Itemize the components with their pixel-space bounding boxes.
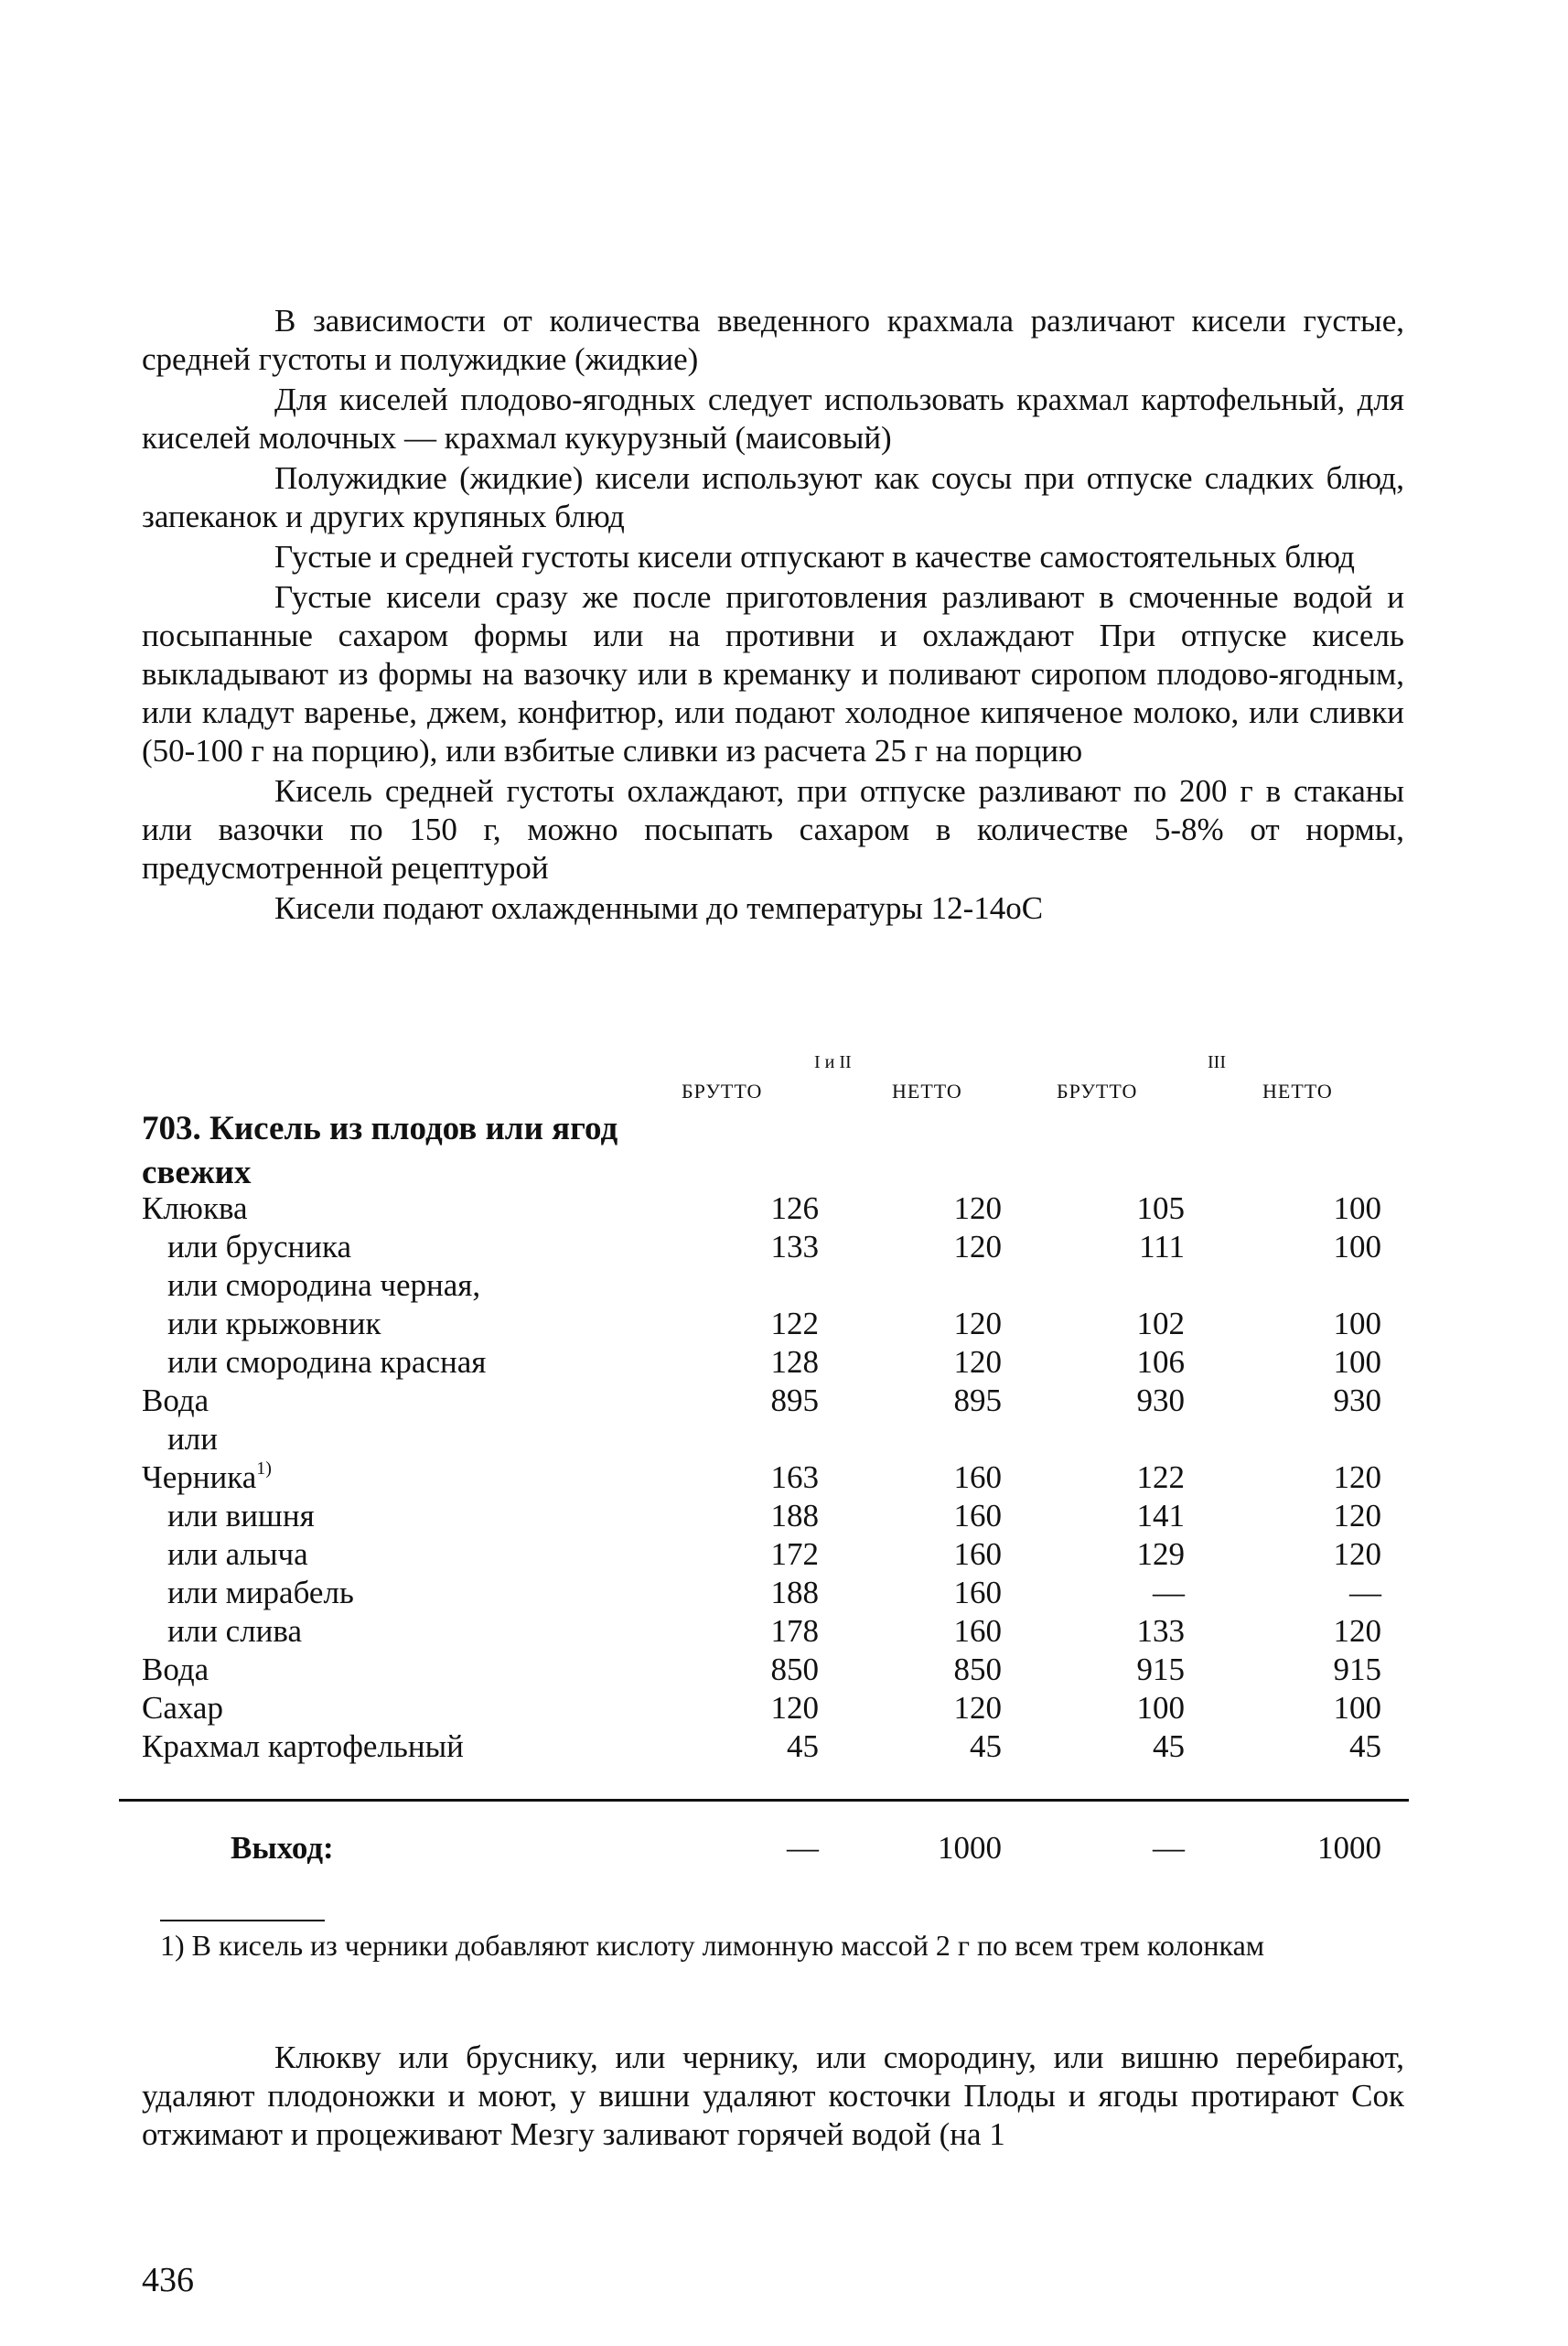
table-row (142, 1689, 1404, 1727)
col-header-brutto-3: БРУТТО (1057, 1080, 1138, 1103)
quantity-cell: 188 (770, 1575, 819, 1610)
quantity-cell: 100 (1333, 1690, 1381, 1726)
page-number: 436 (142, 2261, 194, 2299)
recipe-title: 703. Кисель из плодов или ягод свежих (142, 1110, 618, 1191)
quantity-cell: 111 (1139, 1229, 1185, 1264)
quantity-cell: 850 (770, 1652, 819, 1687)
quantity-cell: 120 (953, 1690, 1002, 1726)
quantity-cell: 120 (953, 1229, 1002, 1264)
ingredient-label: или смородина черная, (167, 1267, 481, 1303)
quantity-cell: 102 (1136, 1306, 1185, 1341)
ingredient-label: или (167, 1421, 218, 1457)
ingredient-label: или слива (167, 1613, 303, 1649)
quantity-cell: — (1349, 1575, 1381, 1610)
quantity-cell: 120 (1333, 1498, 1381, 1534)
table-divider (119, 1799, 1409, 1802)
paragraph: Клюкву или бруснику, или чернику, или смородину, или вишню перебирают, удаляют плодоножки и моют, у вишни удаляют косточки Плоды и ягоды протирают Сок отжимают и процеживают Мезгу заливают горячей водой (на 1 (142, 2039, 1404, 2152)
quantity-cell: 100 (1136, 1690, 1185, 1726)
quantity-cell: 120 (1333, 1536, 1381, 1572)
footnote: 1) В кисель из черники добавляют кислоту лимонную массой 2 г по всем трем колонкам (160, 1929, 1265, 1962)
quantity-cell: 133 (1136, 1613, 1185, 1649)
quantity-cell: 120 (953, 1306, 1002, 1341)
quantity-cell: 120 (953, 1190, 1002, 1226)
table-row (142, 1612, 1404, 1651)
ingredient-label: Крахмал картофельный (142, 1728, 464, 1764)
quantity-cell: 895 (953, 1383, 1002, 1418)
quantity-cell: 129 (1136, 1536, 1185, 1572)
table-row (142, 1458, 1404, 1497)
yield-value: 1000 (1317, 1830, 1381, 1866)
table-row (142, 1305, 1404, 1343)
footnote-rule (160, 1920, 325, 1921)
quantity-cell: 188 (770, 1498, 819, 1534)
quantity-cell: 120 (953, 1344, 1002, 1380)
ingredient-label: Черника (142, 1459, 257, 1495)
quantity-cell: 930 (1136, 1383, 1185, 1418)
quantity-cell: 128 (770, 1344, 819, 1380)
quantity-cell: 100 (1333, 1190, 1381, 1226)
table-row (142, 1651, 1404, 1689)
quantity-cell: — (1153, 1575, 1185, 1610)
quantity-cell: 178 (770, 1613, 819, 1649)
paragraph: Густые кисели сразу же после приготовления разливают в смоченные водой и посыпанные сахаром формы или на противни и охлаждают При отпуске кисель выкладывают из формы на вазочку или в креманку и поливают сиропом плодово-ягодным, или кладут варенье, джем, конфитюр, или подают холодное кипяченое молоко, или сливки (50-100 г на порцию), или взбитые сливки из расчета 25 г на порцию (142, 579, 1404, 769)
yield-label: Выход: (231, 1830, 334, 1866)
quantity-cell: 141 (1136, 1498, 1185, 1534)
quantity-cell: 106 (1136, 1344, 1185, 1380)
intro-text (142, 302, 1404, 928)
quantity-cell: 160 (953, 1459, 1002, 1495)
quantity-cell: 160 (953, 1536, 1002, 1572)
table-row (142, 1497, 1404, 1535)
ingredient-label: Вода (142, 1383, 209, 1418)
col-header-netto-1: НЕТТО (892, 1080, 962, 1103)
paragraph: В зависимости от количества введенного крахмала различают кисели густые, средней густоты и полужидкие (жидкие) (142, 303, 1404, 377)
quantity-cell: 122 (1136, 1459, 1185, 1495)
quantity-cell: 915 (1136, 1652, 1185, 1687)
quantity-cell: 122 (770, 1306, 819, 1341)
quantity-cell: 45 (1153, 1728, 1185, 1764)
table-row (142, 1228, 1404, 1266)
col-header-brutto-1: БРУТТО (682, 1080, 763, 1103)
paragraph: Полужидкие (жидкие) кисели используют как соусы при отпуске сладких блюд, запеканок и других крупяных блюд (142, 460, 1404, 534)
quantity-cell: 160 (953, 1613, 1002, 1649)
method-text (142, 2039, 1404, 2154)
ingredient-label: или алыча (167, 1536, 308, 1572)
quantity-cell: 133 (770, 1229, 819, 1264)
quantity-cell: 100 (1333, 1344, 1381, 1380)
yield-row (0, 1830, 1568, 1876)
yield-value: — (787, 1830, 819, 1866)
quantity-cell: 160 (953, 1498, 1002, 1534)
ingredient-label: или мирабель (167, 1575, 354, 1610)
ingredient-label: Сахар (142, 1690, 223, 1726)
quantity-cell: 45 (1349, 1728, 1381, 1764)
quantity-cell: 163 (770, 1459, 819, 1495)
paragraph: Для киселей плодово-ягодных следует использовать крахмал картофельный, для киселей молочных — крахмал кукурузный (маисовый) (142, 382, 1404, 456)
footnote-marker: 1) (256, 1458, 272, 1479)
yield-value: — (1153, 1830, 1185, 1866)
ingredient-label: Клюква (142, 1190, 248, 1226)
col-header-netto-3: НЕТТО (1262, 1080, 1333, 1103)
table-row (142, 1382, 1404, 1420)
quantity-cell: 120 (1333, 1459, 1381, 1495)
table-row (142, 1535, 1404, 1574)
quantity-cell: 100 (1333, 1229, 1381, 1264)
quantity-cell: 120 (1333, 1613, 1381, 1649)
quantity-cell: 172 (770, 1536, 819, 1572)
quantity-cell: 120 (770, 1690, 819, 1726)
ingredient-label: или смородина красная (167, 1344, 487, 1380)
quantity-cell: 126 (770, 1190, 819, 1226)
quantity-cell: 45 (787, 1728, 819, 1764)
ingredient-label: или вишня (167, 1498, 315, 1534)
table-row (142, 1189, 1404, 1228)
table-row (142, 1343, 1404, 1382)
ingredient-label: или брусника (167, 1229, 352, 1264)
paragraph: Густые и средней густоты кисели отпускают в качестве самостоятельных блюд (274, 539, 1355, 575)
table-row (142, 1420, 1404, 1458)
quantity-cell: 160 (953, 1575, 1002, 1610)
quantity-cell: 850 (953, 1652, 1002, 1687)
quantity-cell: 100 (1333, 1306, 1381, 1341)
yield-value: 1000 (938, 1830, 1002, 1866)
paragraph: Кисели подают охлажденными до температуры 12-14оС (274, 890, 1044, 926)
paragraph: Кисель средней густоты охлаждают, при отпуске разливают по 200 г в стаканы или вазочки по 150 г, можно посыпать сахаром в количестве 5-8% от нормы, предусмотренной рецептурой (142, 773, 1404, 886)
column-group-1-2: I и II (814, 1052, 852, 1072)
ingredient-label: или крыжовник (167, 1306, 381, 1341)
quantity-cell: 915 (1333, 1652, 1381, 1687)
quantity-cell: 895 (770, 1383, 819, 1418)
table-row (142, 1574, 1404, 1612)
ingredient-label: Вода (142, 1652, 209, 1687)
column-group-3: III (1208, 1052, 1226, 1072)
table-row (142, 1727, 1404, 1766)
table-row (142, 1266, 1404, 1305)
quantity-cell: 930 (1333, 1383, 1381, 1418)
ingredient-label-wrap (142, 1458, 272, 1497)
quantity-cell: 45 (970, 1728, 1002, 1764)
ingredient-rows (142, 1189, 1404, 1766)
quantity-cell: 105 (1136, 1190, 1185, 1226)
